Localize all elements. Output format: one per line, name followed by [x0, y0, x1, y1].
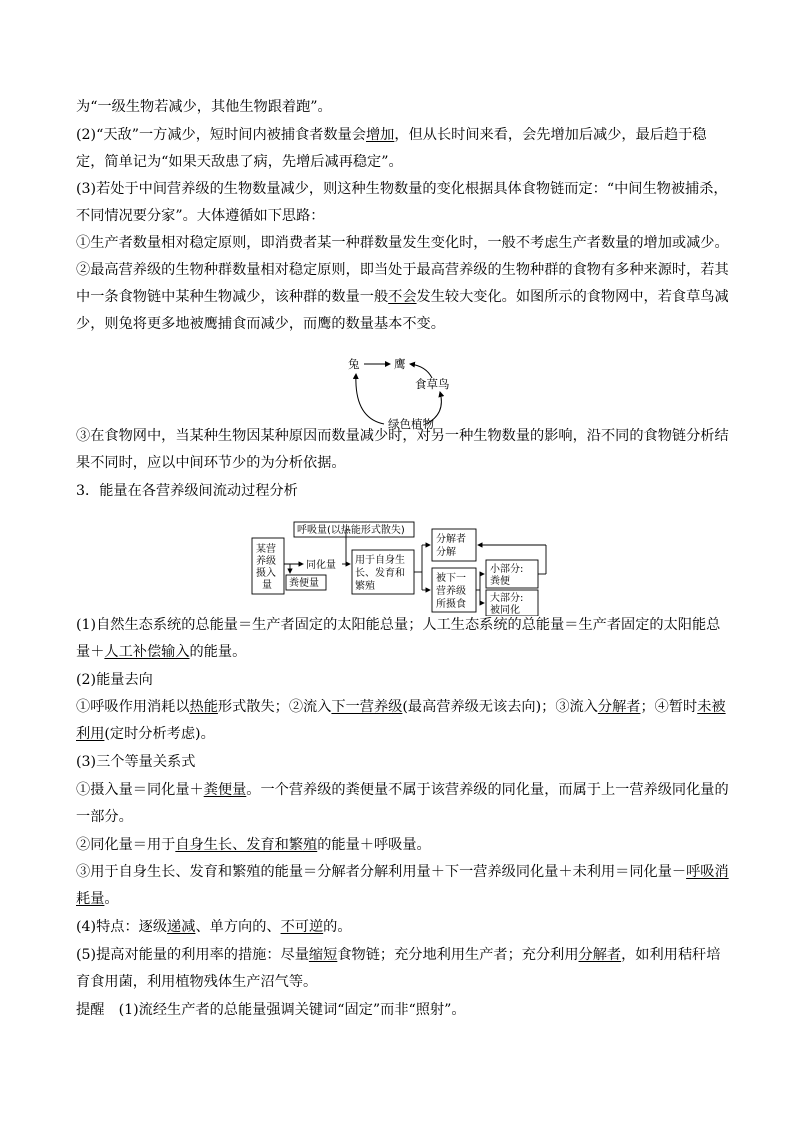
label-growth-1: 用于自身生: [355, 555, 405, 566]
label-small-part-1: 小部分:: [490, 564, 524, 575]
text-segment: 的。: [323, 919, 352, 935]
text-segment: (3)若处于中间营养级的生物数量减少，则这种生物数量的变化根据具体食物链而定：“中间生物被捕杀，: [76, 181, 728, 197]
text-line: [76, 233, 729, 253]
text-line: [76, 945, 720, 965]
text-line: [76, 889, 119, 909]
food-web-svg: [340, 352, 470, 432]
food-web-bird: 食草鸟: [415, 377, 450, 391]
text-segment: (1)自然生态系统的总能量＝生产者固定的太阳能总量；人工生态系统的总能量＝生产者固定的太阳能总: [76, 617, 721, 633]
text-line: [76, 642, 246, 662]
text-segment: 发生较大变化。如图所示的食物网中，若食草鸟减: [416, 289, 729, 305]
text-segment: 提醒 (1)流经生产者的总能量强调关键词“固定”而非“照射”。: [76, 1002, 466, 1018]
text-line: [76, 862, 729, 882]
arrow-bird-eagle: [410, 364, 432, 378]
label-large-part-2: 被同化: [490, 605, 520, 616]
text-line: [76, 481, 298, 501]
text-segment: 少，则兔将更多地被鹰捕食而减少，而鹰的数量基本不变。: [76, 316, 445, 332]
text-segment: (定时分析考虑)。: [104, 726, 215, 742]
label-next-level-3: 所摄食: [436, 599, 466, 610]
underlined-answer: 缩短: [308, 947, 338, 963]
label-intake-1: 某营: [256, 544, 276, 555]
underlined-answer: 呼吸消: [686, 864, 729, 880]
text-segment: ，但从长时间来看，会先增加后减少，最后趋于稳: [394, 127, 707, 143]
label-next-level-1: 被下一: [436, 573, 466, 584]
text-segment: ；④暂时: [640, 699, 698, 715]
text-segment: ①摄入量＝同化量＋: [76, 782, 204, 798]
underlined-answer: 不会: [388, 289, 417, 305]
text-line: [76, 287, 729, 307]
underlined-answer: 耗量: [76, 891, 105, 907]
food-web-rabbit: 兔: [348, 357, 360, 371]
underlined-answer: 未被: [697, 699, 726, 715]
text-segment: 中一条食物链中某种生物减少，该种群的数量一般: [76, 289, 389, 305]
label-intake-2: 养级: [256, 556, 276, 567]
text-segment: 育食用菌，利用植物残体生产沼气等。: [76, 974, 318, 990]
text-segment: 3．能量在各营养级间流动过程分析: [76, 483, 298, 499]
text-segment: 的能量＋呼吸量。: [317, 837, 431, 853]
underlined-answer: 不可逆: [280, 919, 324, 935]
text-segment: 、单方向的、: [195, 919, 281, 935]
label-growth-2: 长、发育和: [355, 568, 405, 579]
underlined-answer: 分解者: [578, 947, 622, 963]
text-segment: 一部分。: [76, 809, 133, 825]
text-segment: (2)“天敌”一方减少，短时间内被捕食者数量会: [76, 127, 366, 143]
underlined-answer: 粪便量: [203, 782, 247, 798]
text-segment: 食物链；充分地利用生产者；充分利用: [337, 947, 579, 963]
text-line: [76, 179, 728, 199]
text-line: [76, 807, 133, 827]
label-next-level-2: 营养级: [436, 586, 466, 597]
text-segment: (5)提高对能量的利用率的措施：尽量: [76, 947, 309, 963]
label-intake-4: 量: [262, 580, 272, 591]
text-line: [76, 206, 324, 226]
underlined-answer: 热能: [189, 699, 218, 715]
underlined-answer: 下一营养级: [331, 699, 403, 715]
text-line: [76, 97, 332, 117]
label-assimilation: 同化量: [306, 560, 336, 571]
text-segment: 果不同时，应以中间环节少的为分析依据。: [76, 455, 346, 471]
text-segment: (最高营养级无该去向)；③流入: [402, 699, 598, 715]
text-line: [76, 835, 431, 855]
label-growth-3: 繁殖: [355, 581, 375, 592]
label-respiration: 呼吸量(以热能形式散失): [297, 525, 405, 536]
text-segment: 定，简单记为“如果天敌患了病，先增后减再稳定”。: [76, 154, 403, 170]
underlined-answer: 利用: [76, 726, 105, 742]
text-segment: 。一个营养级的粪便量不属于该营养级的同化量，而属于上一营养级同化量的: [246, 782, 729, 798]
text-segment: (3)三个等量关系式: [76, 754, 196, 770]
text-line: [76, 752, 195, 772]
text-line: [76, 260, 729, 280]
food-web-diagram: [340, 352, 470, 432]
text-segment: ③用于自身生长、发育和繁殖的能量＝分解者分解利用量＋下一营养级同化量＋未利用＝同化量－: [76, 864, 687, 880]
label-decomposer-1: 分解者: [436, 534, 466, 545]
underlined-answer: 增加: [365, 127, 395, 143]
text-segment: (2)能量去向: [76, 672, 153, 688]
energy-flow-svg: [250, 520, 555, 616]
text-line: [76, 670, 153, 690]
text-segment: 形式散失；②流入: [217, 699, 332, 715]
text-line: [76, 152, 403, 172]
text-line: [76, 780, 729, 800]
text-line: [76, 314, 445, 334]
text-segment: 量＋: [76, 644, 105, 660]
label-small-part-2: 粪便: [490, 576, 510, 587]
text-line: [76, 724, 215, 744]
food-web-plant: 绿色植物: [388, 417, 434, 431]
label-decomposer-2: 分解: [436, 547, 456, 558]
energy-flow-diagram: [250, 520, 555, 616]
text-line: [76, 453, 346, 473]
text-segment: (4)特点：逐级: [76, 919, 168, 935]
label-large-part-1: 大部分:: [490, 593, 524, 604]
text-segment: ①呼吸作用消耗以: [76, 699, 190, 715]
label-feces: 粪便量: [289, 578, 319, 589]
text-segment: ②同化量＝用于: [76, 837, 176, 853]
underlined-answer: 递减: [167, 919, 196, 935]
text-line: [76, 615, 720, 635]
arrow-plant-rabbit: [356, 374, 384, 424]
text-segment: ②最高营养级的生物种群数量相对稳定原则，即当处于最高营养级的生物种群的食物有多种来源时，若其: [76, 262, 729, 278]
text-segment: ③在食物网中，当某种生物因某种原因而数量减少时，对另一种生物数量的影响，沿不同的食物链分析结: [76, 428, 729, 444]
text-segment: ，如利用秸秆培: [621, 947, 721, 963]
text-line: [76, 1000, 466, 1020]
text-line: [76, 972, 317, 992]
text-segment: 不同情况要分家”。大体遵循如下思路：: [76, 208, 325, 224]
text-segment: 的能量。: [189, 644, 247, 660]
food-web-eagle: 鹰: [394, 357, 406, 371]
underlined-answer: 分解者: [597, 699, 641, 715]
text-segment: ①生产者数量相对稳定原则，即消费者某一种群数量发生变化时，一般不考虑生产者数量的增加或减少。: [76, 235, 729, 251]
text-segment: 为“一级生物若减少，其他生物跟着跑”。: [76, 99, 332, 115]
underlined-answer: 人工补偿输入: [104, 644, 190, 660]
underlined-answer: 自身生长、发育和繁殖: [175, 837, 318, 853]
text-line: [76, 697, 726, 717]
text-line: [76, 125, 707, 145]
label-intake-3: 摄入: [256, 568, 276, 579]
text-segment: 。: [104, 891, 119, 907]
text-line: [76, 917, 352, 937]
